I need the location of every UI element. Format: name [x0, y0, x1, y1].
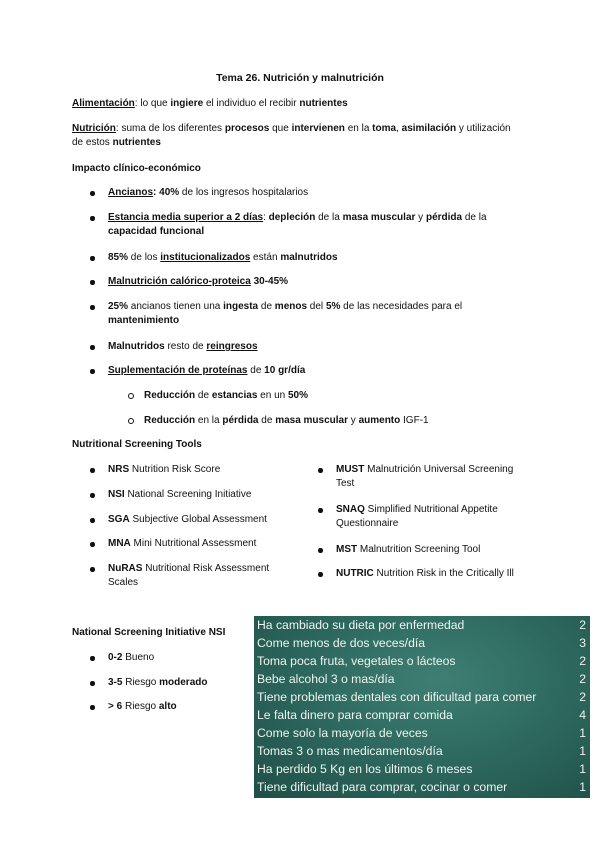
table-row: Toma poca fruta, vegetales o lácteos 2: [257, 654, 586, 668]
list-item: Ancianos: 40% de los ingresos hospitalarios: [90, 186, 520, 200]
table-row: Le falta dinero para comprar comida 4: [257, 708, 586, 722]
term: Nutrición: [72, 123, 116, 134]
list-item: MNA Mini Nutritional Assessment: [90, 537, 300, 551]
term: Alimentación: [72, 98, 135, 109]
list-item: Malnutridos resto de reingresos: [90, 340, 520, 354]
list-item: Estancia media superior a 2 días: depleción de la masa muscular y pérdida de la capacidad funcional: [90, 211, 520, 239]
list-item: Malnutrición calórico-proteica 30-45%: [90, 275, 520, 289]
list-item: > 6 Riesgo alto: [90, 700, 240, 714]
bullet-icon: [90, 256, 95, 261]
definition-nutricion: Nutrición: suma de los diferentes procesos que intervienen en la toma, asimilación y utilización de estos nutrientes: [72, 123, 511, 148]
list-item: 25% ancianos tienen una ingesta de menos del 5% de las necesidades para el mantenimiento: [90, 300, 520, 328]
list-item: 0-2 Bueno: [90, 651, 240, 665]
table-row: Tiene dificultad para comprar, cocinar o comer 1: [257, 780, 586, 794]
table-row: Ha perdido 5 Kg en los últimos 6 meses 1: [257, 762, 586, 776]
bullet-icon: [318, 508, 323, 513]
bullet-icon: [90, 493, 95, 498]
bullet-icon: [90, 468, 95, 473]
list-item: MST Malnutrition Screening Tool: [318, 543, 528, 557]
list-item: SGA Subjective Global Assessment: [90, 513, 300, 527]
table-row: Come solo la mayoría de veces 1: [257, 726, 586, 740]
list-item: NSI National Screening Initiative: [90, 488, 300, 502]
bullet-icon: [90, 280, 95, 285]
list-item: NUTRIC Nutrition Risk in the Critically Ill: [318, 567, 528, 581]
table-row: Tiene problemas dentales con dificultad para comer 2: [257, 690, 586, 704]
list-item: NRS Nutrition Risk Score: [90, 463, 300, 477]
bullet-icon: [90, 705, 95, 710]
definition-alimentacion: Alimentación: lo que ingiere el individuo el recibir nutrientes: [72, 98, 348, 109]
sub-list-item: Reducción de estancias en un 50%: [128, 389, 508, 403]
bullet-icon: [318, 572, 323, 577]
nsi-questionnaire-table: [254, 616, 590, 798]
section-heading-nsi: National Screening Initiative NSI: [72, 627, 226, 638]
list-item: 3-5 Riesgo moderado: [90, 676, 240, 690]
bullet-icon: [318, 468, 323, 473]
bullet-icon: [90, 345, 95, 350]
table-row: Ha cambiado su dieta por enfermedad 2: [257, 618, 586, 632]
list-item: SNAQ Simplified Nutritional Appetite Questionnaire: [318, 503, 528, 531]
bullet-icon: [90, 656, 95, 661]
bullet-icon: [90, 216, 95, 221]
bullet-icon: [90, 542, 95, 547]
bullet-icon: [90, 518, 95, 523]
hollow-bullet-icon: [128, 418, 134, 424]
section-heading-impacto: Impacto clínico-económico: [72, 163, 201, 174]
table-row: Bebe alcohol 3 o mas/día 2: [257, 672, 586, 686]
bullet-icon: [90, 305, 95, 310]
bullet-icon: [90, 681, 95, 686]
list-item: NuRAS Nutritional Risk Assessment Scales: [90, 562, 300, 590]
bullet-icon: [90, 369, 95, 374]
bullet-icon: [318, 548, 323, 553]
table-row: Tomas 3 o mas medicamentos/día 1: [257, 744, 586, 758]
list-item: Suplementación de proteínas de 10 gr/día: [90, 364, 520, 378]
section-heading-tools: Nutritional Screening Tools: [72, 439, 202, 450]
bullet-icon: [90, 567, 95, 572]
table-row: Come menos de dos veces/día 3: [257, 636, 586, 650]
sub-list-item: Reducción en la pérdida de masa muscular y aumento IGF-1: [128, 414, 508, 428]
bullet-icon: [90, 191, 95, 196]
page-title: Tema 26. Nutrición y malnutrición: [216, 72, 384, 84]
hollow-bullet-icon: [128, 393, 134, 399]
list-item: MUST Malnutrición Universal Screening Test: [318, 463, 528, 491]
list-item: 85% de los institucionalizados están malnutridos: [90, 251, 520, 265]
